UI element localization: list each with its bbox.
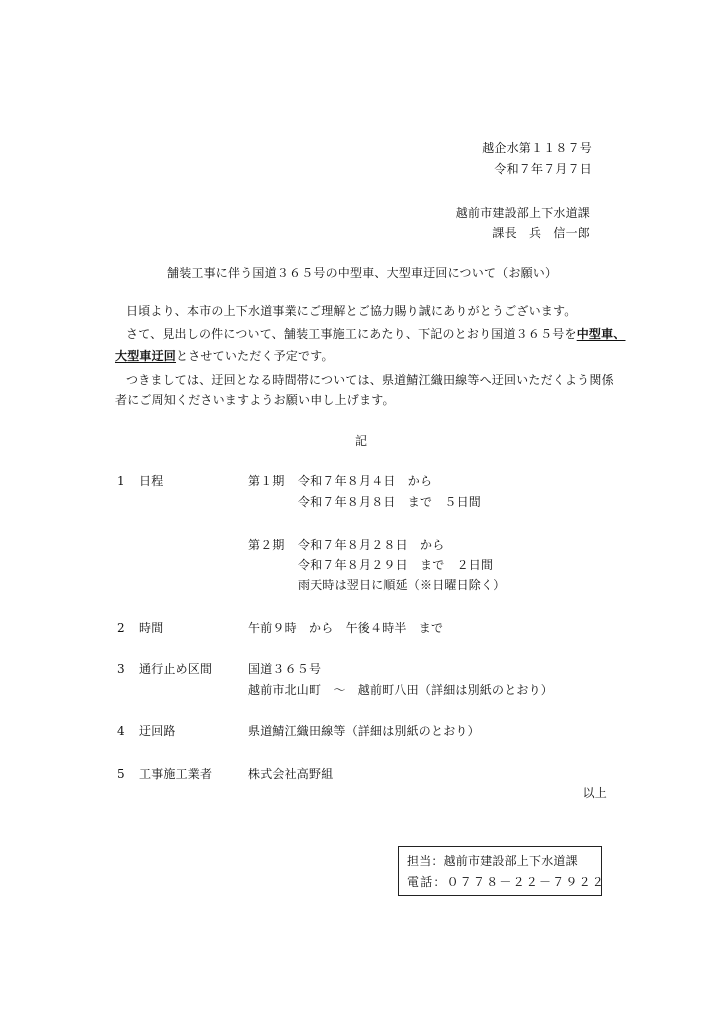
item-number: 5 — [117, 767, 125, 781]
paragraph-detour-line2 — [115, 348, 334, 364]
document-number: 越企水第１１８７号 — [482, 141, 592, 155]
paragraph-request-line1: つきましては、迂回となる時間帯については、県道鯖江織田線等へ迂回いただくよう関係 — [126, 373, 614, 387]
item-label-detour: 迂回路 — [139, 724, 176, 738]
period2-start: 令和７年８月２８日 から — [298, 538, 445, 552]
document-title: 舗装工事に伴う国道３６５号の中型車、大型車迂回について（お願い） — [167, 266, 558, 280]
paragraph-request-line2: 者にご周知くださいますようお願い申し上げます。 — [115, 393, 395, 407]
item-label-schedule: 日程 — [139, 474, 164, 488]
period1-end: 令和７年８月８日 まで ５日間 — [298, 495, 482, 509]
paragraph-greeting: 日頃より、本市の上下水道事業にご理解とご協力賜り誠にありがとうございます。 — [126, 304, 577, 318]
item-number: 3 — [117, 662, 125, 676]
ki-heading: 記 — [355, 434, 368, 448]
period2-label: 第２期 — [248, 538, 285, 552]
paragraph-detour-text: さて、見出しの件について、舗装工事施工にあたり、下記のとおり国道３６５号を — [126, 327, 577, 341]
emphasis-large-vehicle-detour: 大型車迂回 — [115, 349, 177, 363]
contact-phone: 電話：０７７８－２２－７９２２ — [407, 875, 606, 889]
closure-road: 国道３６５号 — [248, 662, 322, 676]
item-label-contractor: 工事施工業者 — [139, 767, 213, 781]
time-value: 午前９時 から 午後４時半 まで — [248, 621, 444, 635]
contact-box — [398, 846, 606, 896]
period1-start: 令和７年８月４日 から — [298, 474, 433, 488]
item-number: 2 — [117, 621, 125, 635]
detour-value: 県道鯖江織田線等（詳細は別紙のとおり） — [248, 724, 480, 738]
period1-label: 第１期 — [248, 474, 285, 488]
paragraph-detour-line1 — [126, 326, 626, 342]
document-date: 令和７年７月７日 — [494, 162, 592, 176]
item-number: 1 — [117, 474, 125, 488]
item-number: 4 — [117, 724, 125, 738]
rain-note: 雨天時は翌日に順延（※日曜日除く） — [298, 578, 506, 592]
closure-range: 越前市北山町 ～ 越前町八田（詳細は別紙のとおり） — [248, 683, 554, 697]
contractor-value: 株式会社高野組 — [248, 767, 334, 781]
closing-ijou: 以上 — [582, 786, 607, 800]
paragraph-detour-text-end: とさせていただく予定です。 — [176, 349, 334, 363]
issuer-department: 越前市建設部上下水道課 — [455, 206, 590, 220]
item-label-time: 時間 — [139, 621, 164, 635]
emphasis-medium-vehicles: 中型車、 — [576, 327, 626, 341]
contact-person: 担当：越前市建設部上下水道課 — [407, 854, 578, 868]
item-label-closure: 通行止め区間 — [139, 662, 213, 676]
issuer-person: 課長 兵 信一郎 — [492, 226, 590, 240]
period2-end: 令和７年８月２９日 まで ２日間 — [298, 558, 494, 572]
